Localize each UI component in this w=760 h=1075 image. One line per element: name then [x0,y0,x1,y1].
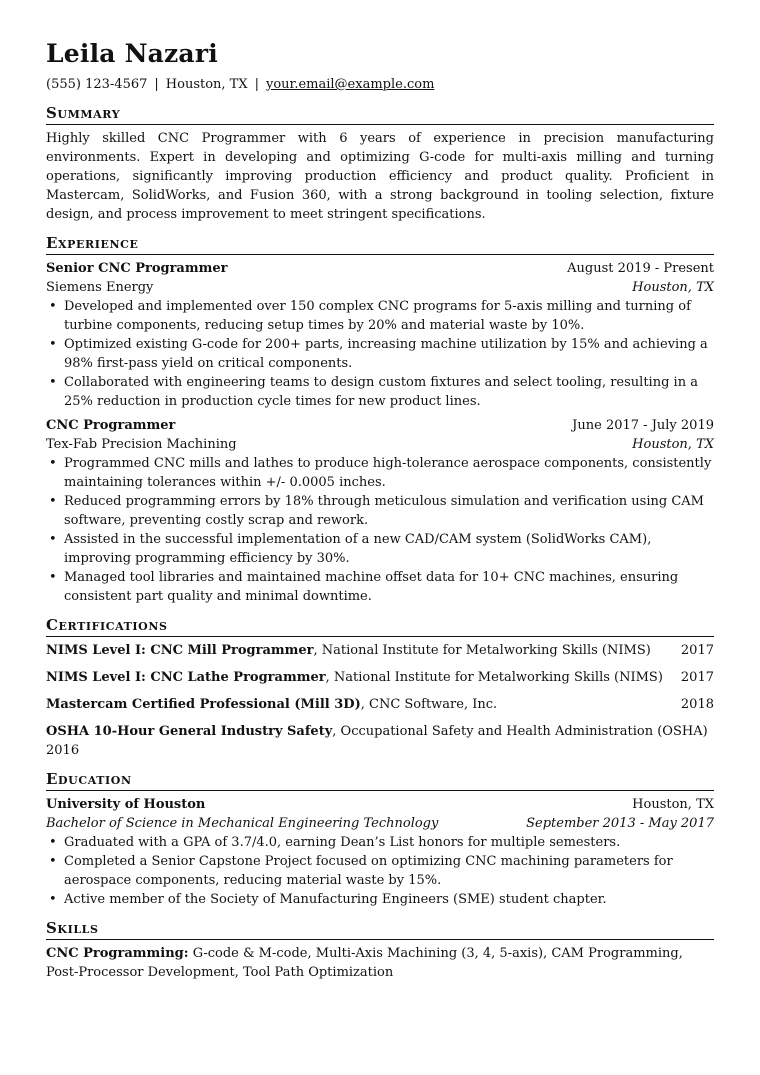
job-company: Siemens Energy [46,280,154,295]
bullet-item: • Graduated with a GPA of 3.7/4.0, earning Dean’s List honors for multiple semesters. [64,833,714,852]
bullet-item: • Programmed CNC mills and lathes to produce high-tolerance aerospace components, consistently maintaining tolerances within +/- 0.0005 inches. [64,454,714,492]
cert-issuer: , National Institute for Metalworking Skills (NIMS) [313,643,651,658]
location-text: Houston, TX [165,77,248,92]
candidate-name: Leila Nazari [46,39,218,68]
job-role: Senior CNC Programmer [46,261,228,276]
certification-item [46,641,714,660]
cert-year: 2016 [46,743,80,758]
cert-name: NIMS Level I: CNC Mill Programmer [46,643,314,658]
job-bullets [46,454,714,606]
separator: | [254,77,259,92]
degree-name: Bachelor of Science in Mechanical Engineering Technology [46,816,439,831]
bullet-item: • Managed tool libraries and maintained machine offset data for 10+ CNC machines, ensuring consistent part quality and minimal downtime. [64,568,714,606]
education-dates: September 2013 - May 2017 [526,816,714,831]
certification-item [46,695,714,714]
job-entry [46,416,714,606]
bullet-item: • Developed and implemented over 150 complex CNC programs for 5-axis milling and turning of turbine components, reducing setup times by 20% and material waste by 10%. [64,297,714,335]
job-entry [46,259,714,411]
school-location: Houston, TX [632,797,714,812]
cert-year: 2017 [680,670,714,685]
phone-number: (555) 123-4567 [46,77,148,92]
school-name: University of Houston [46,797,206,812]
cert-issuer: , National Institute for Metalworking Skills (NIMS) [325,670,663,685]
section-title-summary: Summary [46,103,714,125]
job-company: Tex-Fab Precision Machining [46,437,237,452]
skills-line [46,944,714,982]
cert-name: NIMS Level I: CNC Lathe Programmer [46,670,326,685]
job-bullets [46,297,714,411]
bullet-item: • Assisted in the successful implementation of a new CAD/CAM system (SolidWorks CAM), improving programming efficiency by 30%. [64,530,714,568]
separator: | [154,77,159,92]
job-location: Houston, TX [632,437,714,452]
cert-year: 2018 [680,697,714,712]
bullet-item: • Optimized existing G-code for 200+ parts, increasing machine utilization by 15% and achieving a 98% first-pass yield on critical components. [64,335,714,373]
section-title-education: Education [46,769,714,791]
job-dates: August 2019 - Present [567,261,714,276]
section-title-certifications: Certifications [46,615,714,637]
email-link[interactable]: your.email@example.com [266,77,435,92]
bullet-item: • Active member of the Society of Manufacturing Engineers (SME) student chapter. [64,890,714,909]
skills-text: G-code & M-code, Multi-Axis Machining (3, 4, 5-axis), CAM Programming, Post-Processor Development, Tool Path Optimization [46,946,683,980]
certification-item [46,722,714,760]
summary-text: Highly skilled CNC Programmer with 6 years of experience in precision manufacturing environments. Expert in developing and optimizing G-code for multi-axis milling and turning operations, significantly improving production efficiency and product quality. Proficient in Mastercam, SolidWorks, and Fusion 360, with a strong background in tooling selection, fixture design, and process improvement to meet stringent specifications. [46,131,714,222]
cert-issuer: , Occupational Safety and Health Administration (OSHA) [332,724,708,739]
section-title-experience: Experience [46,233,714,255]
cert-name: OSHA 10-Hour General Industry Safety [46,724,333,739]
cert-issuer: , CNC Software, Inc. [360,697,498,712]
section-title-skills: Skills [46,918,714,940]
cert-year: 2017 [680,643,714,658]
job-location: Houston, TX [632,280,714,295]
certification-item [46,668,714,687]
job-role: CNC Programmer [46,418,176,433]
bullet-item: • Reduced programming errors by 18% through meticulous simulation and verification using CAM software, preventing costly scrap and rework. [64,492,714,530]
contact-line [46,75,714,94]
bullet-item: • Completed a Senior Capstone Project focused on optimizing CNC machining parameters for aerospace components, reducing material waste by 15%. [64,852,714,890]
job-dates: June 2017 - July 2019 [572,418,714,433]
skills-label: CNC Programming: [46,946,189,961]
education-bullets [46,833,714,909]
cert-name: Mastercam Certified Professional (Mill 3D) [46,697,361,712]
bullet-item: • Collaborated with engineering teams to design custom fixtures and select tooling, resulting in a 25% reduction in production cycle times for new product lines. [64,373,714,411]
